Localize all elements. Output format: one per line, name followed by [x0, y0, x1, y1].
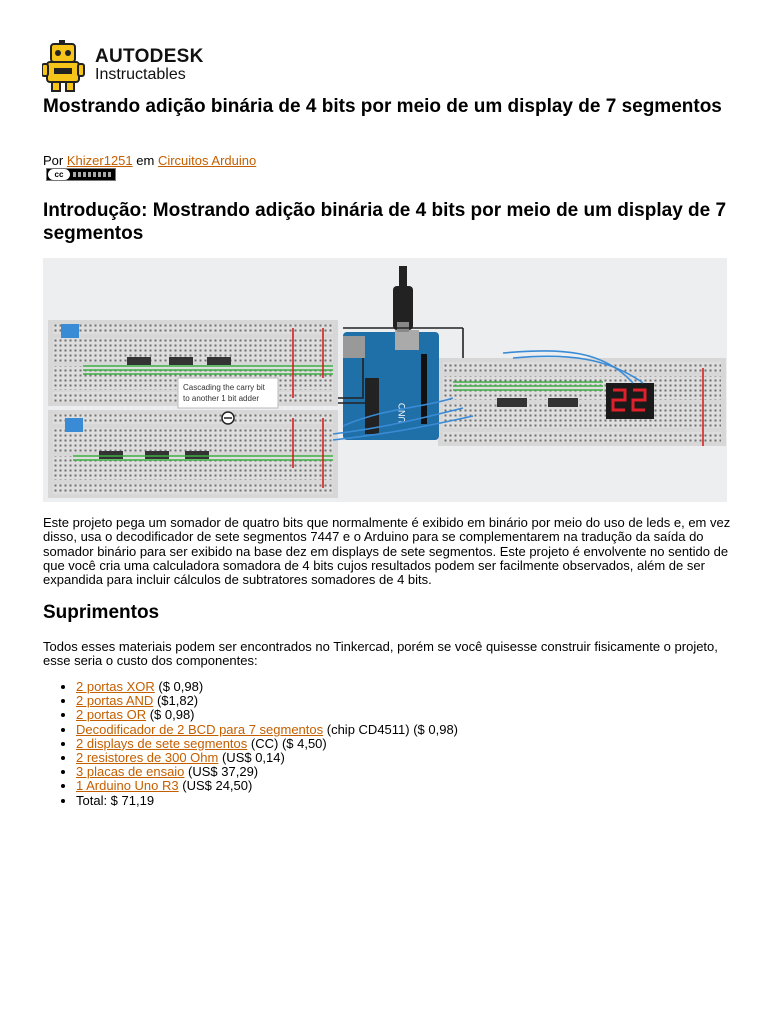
intro-paragraph: Este projeto pega um somador de quatro bits que normalmente é exibido em binário por meio do uso de leds e, em vez disso, usa o decodificador de sete segmentos 7447 e o Arduino para se complementarem na tradução da saída do somador binário para ser exibido na base dez em displays de sete segmentos. Este projeto é envolvente no sentido de que você cria uma calculadora somadora de 4 bits cujos resultados podem ser facilmente observados, além de ser expandida para incluir cálculos de subtratores somadores de 4 bits.: [43, 515, 731, 588]
brand-instructables: Instructables: [95, 66, 186, 83]
list-item: [76, 751, 458, 765]
circuit-diagram: [43, 258, 727, 502]
byline-mid: em: [136, 153, 155, 168]
callout-line-2: to another 1 bit adder: [183, 394, 260, 403]
arduino-uno-board: [343, 330, 439, 440]
cc-icon: cc: [48, 169, 70, 180]
supplies-list: [43, 680, 458, 808]
supply-text: (US$ 24,50): [178, 778, 253, 794]
robot-mascot-icon: [42, 40, 88, 92]
supply-text: (US$ 0,14): [218, 750, 285, 766]
supply-link[interactable]: 2 displays de sete segmentos: [76, 735, 248, 751]
supply-text: ($1,82): [153, 693, 199, 709]
intro-heading: Introdução: Mostrando adição binária de 4 bits por meio de um display de 7 segmentos: [43, 200, 727, 244]
arduino-label: UNO: [397, 403, 407, 423]
supply-text: (CC) ($ 4,50): [247, 735, 327, 751]
list-item: [76, 765, 458, 779]
usb-cable: [393, 266, 413, 332]
list-item: [76, 680, 458, 694]
supply-text: ($ 0,98): [146, 707, 195, 723]
byline: [43, 153, 256, 168]
list-item: [76, 723, 458, 737]
byline-prefix: Por: [43, 153, 64, 168]
supply-total: Total: $ 71,19: [76, 792, 155, 808]
circuit-image: [43, 258, 727, 502]
cc-license-badge[interactable]: [46, 168, 116, 181]
category-link[interactable]: Circuitos Arduino: [157, 153, 257, 168]
list-item: [76, 779, 458, 793]
page-title: Mostrando adição binária de 4 bits por meio de um display de 7 segmentos: [43, 96, 722, 117]
license-terms-icon: [73, 172, 113, 177]
author-link[interactable]: Khizer1251: [66, 153, 133, 168]
list-item: [76, 694, 458, 708]
supply-link[interactable]: 2 resistores de 300 Ohm: [76, 750, 219, 766]
supply-text: (chip CD4511) ($ 0,98): [323, 721, 459, 737]
callout-line-1: Cascading the carry bit: [183, 383, 265, 392]
list-item-total: [76, 794, 458, 808]
supply-text: (US$ 37,29): [184, 764, 259, 780]
instructables-logo[interactable]: [42, 40, 242, 94]
supply-link[interactable]: 2 portas AND: [76, 693, 154, 709]
supply-link[interactable]: 3 placas de ensaio: [76, 764, 185, 780]
list-item: [76, 708, 458, 722]
breadboard-left-bottom: [48, 410, 338, 498]
supply-link[interactable]: 1 Arduino Uno R3: [76, 778, 179, 794]
supplies-paragraph: Todos esses materiais podem ser encontrados no Tinkercad, porém se você quisesse construir fisicamente o projeto, esse seria o custo dos componentes:: [43, 639, 718, 669]
seven-segment-display: [606, 383, 654, 419]
supplies-heading: Suprimentos: [43, 602, 160, 623]
supply-link[interactable]: 2 portas XOR: [76, 679, 155, 694]
supply-text: ($ 0,98): [154, 679, 204, 694]
brand-autodesk: AUTODESK: [95, 46, 204, 67]
supply-link[interactable]: 2 portas OR: [76, 707, 147, 723]
list-item: [76, 737, 458, 751]
breadboard-right: [438, 358, 726, 446]
supply-link[interactable]: Decodificador de 2 BCD para 7 segmentos: [76, 721, 324, 737]
